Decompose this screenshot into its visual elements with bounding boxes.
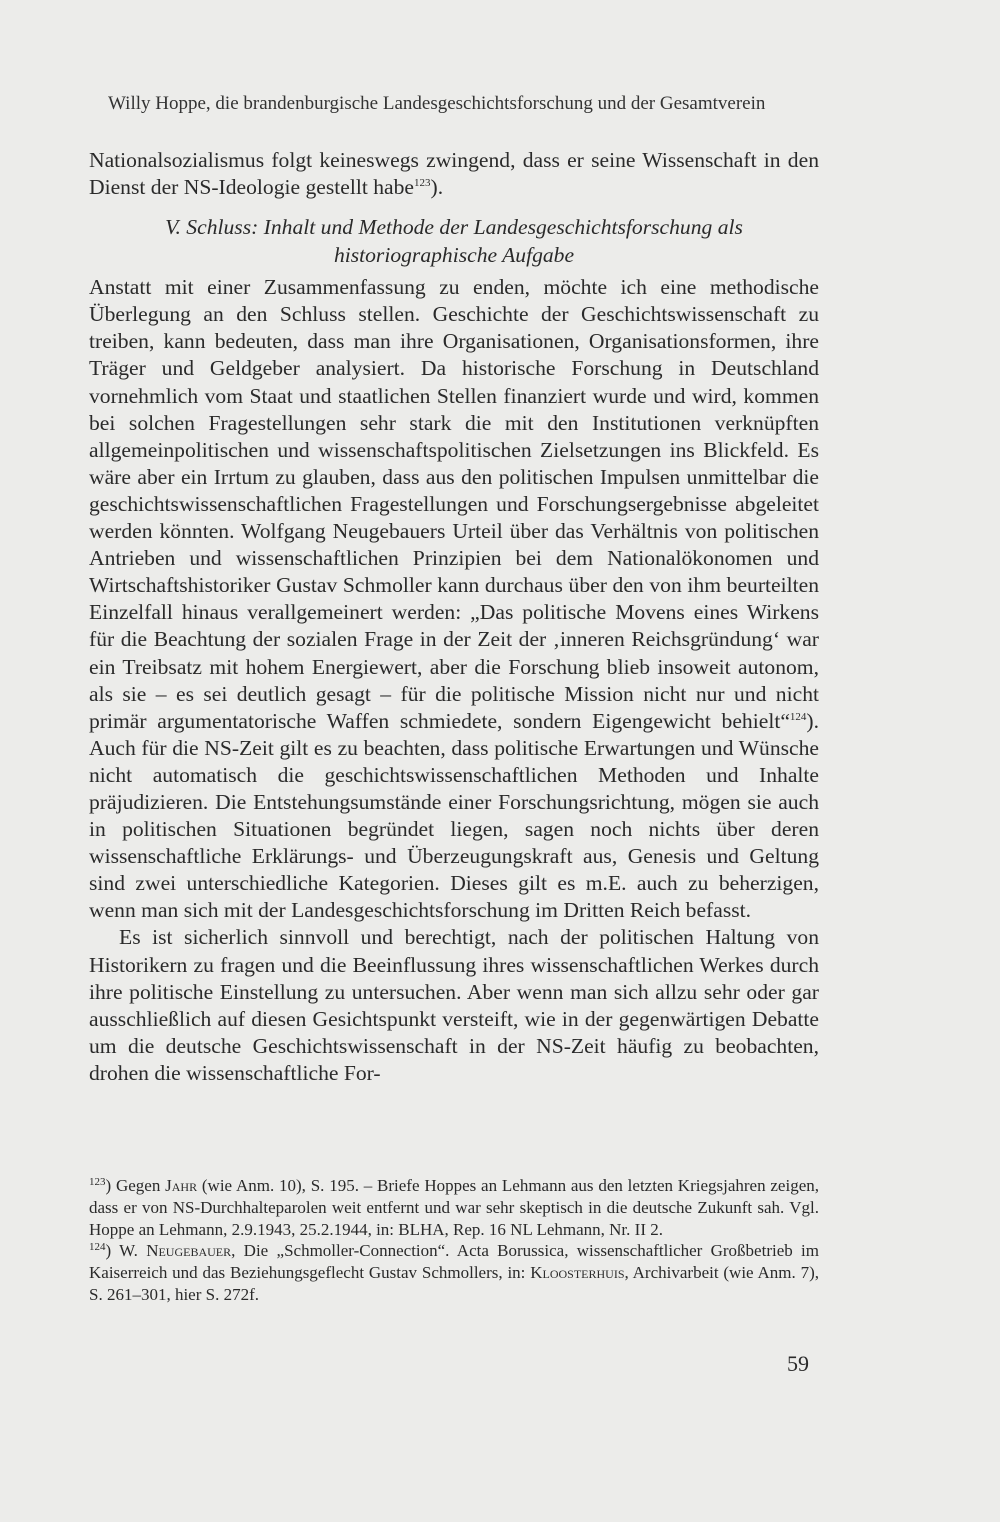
- footnote-text: , Die „Schmoller-Connection“. Acta Borussica, wissenschaftlicher Großbetrieb im Kaiserreich und das Beziehungsgeflecht Gustav Schmollers, in:: [89, 1241, 820, 1283]
- paragraph-1-text: Nationalsozialismus folgt keineswegs zwingend, dass er seine Wissenschaft in den Dienst der NS-Ideologie gestellt habe: [89, 148, 819, 200]
- footnote-123: [89, 1175, 819, 1240]
- page-number: 59: [787, 1351, 809, 1376]
- footnote-text: ) Gegen: [105, 1176, 166, 1195]
- footnote-text: ) W.: [105, 1241, 147, 1261]
- footnote-124: [89, 1240, 819, 1305]
- section-heading-line-2: historiographische Aufgabe: [333, 243, 575, 268]
- paragraph-2: [89, 274, 819, 924]
- paragraph-2-tail: ). Auch für die NS-Zeit gilt es zu beachten, dass politische Erwartungen und Wünsche nicht automatisch die geschichtswissenschaftlichen Methoden und Inhalte präjudizieren. Die Entstehungsumstände einer Forschungsrichtung, mögen sie auch in politischen Situationen begründet liegen, sagen noch nichts über deren wissenschaftliche Erklärungs- und Überzeugungskraft aus, Genesis und Geltung sind zwei unterschiedliche Kategorien. Dieses gilt es m.E. auch zu beherzigen, wenn man sich mit der Landesgeschichtsforschung im Dritten Reich befasst.: [89, 708, 819, 923]
- footnote-number: 123: [89, 1176, 106, 1188]
- paragraph-2-text: Anstatt mit einer Zusammenfassung zu enden, möchte ich eine methodische Überlegung an den Schluss stellen. Geschichte der Geschichtswissenschaft zu treiben, kann bedeuten, dass man ihre Organisationen, Organisationsformen, ihre Träger und Geldgeber analysiert. Da historische Forschung in Deutschland vornehmlich vom Staat und staatlichen Stellen finanziert wurde und wird, kommen bei solchen Fragestellungen sehr stark die mit den Institutionen verknüpften allgemeinpolitischen und wissenschaftspolitischen Zielsetzungen ins Blickfeld. Es wäre aber ein Irrtum zu glauben, dass aus den politischen Impulsen unmittelbar die geschichtswissenschaftlichen Fragestellungen und Forschungsergebnisse abgeleitet werden könnten. Wolfgang Neugebauers Urteil über das Verhältnis von politischen Antrieben und wissenschaftlichen Prinzipien bei dem Nationalökonomen und Wirtschaftshistoriker Gustav Schmoller kann durchaus über den von ihm beurteilten Einzelfall hinaus verallgemeinert werden: „Das politische Movens eines Wirkens für die Beachtung der sozialen Frage in der Zeit der ‚inneren Reichsgründung‘ war ein Treibsatz mit hohem Energiewert, aber die Forschung blieb insoweit autonom, als sie – es sei deutlich gesagt – für die politische Mission nicht nur und nicht primär argumentatorische Waffen schmiedete, sondern Eigengewicht behielt“: [89, 275, 819, 733]
- main-text: [89, 147, 819, 1087]
- footnote-text: , Archivarbeit (wie Anm. 7), S. 261–301, hier S. 272f.: [89, 1263, 819, 1304]
- section-heading-line-1: V. Schluss: Inhalt und Methode der Landesgeschichtsforschung als: [165, 215, 743, 240]
- footnote-ref-123[interactable]: 123: [414, 177, 431, 190]
- author-name: Kloosterhuis: [530, 1263, 625, 1283]
- footnotes: [89, 1175, 819, 1306]
- paragraph-1-tail: ).: [430, 175, 444, 200]
- footnote-number: 124: [89, 1241, 106, 1254]
- paragraph-1: [89, 147, 819, 201]
- footnote-text: (wie Anm. 10), S. 195. – Briefe Hoppes an Lehmann aus den letzten Kriegsjahren zeigen, dass er von NS-Durchhalteparolen weit entfernt und war sehr skeptisch in die deutsche Zukunft sah. Vgl. Hoppe an Lehmann, 2.9.1943, 25.2.1944, in: BLHA, Rep. 16 NL Lehmann, Nr. II 2.: [89, 1176, 819, 1239]
- author-name: Jahr: [165, 1176, 198, 1195]
- author-name: Neugebauer: [146, 1241, 232, 1261]
- running-head: Willy Hoppe, die brandenburgische Landesgeschichtsforschung und der Gesamtverein: [108, 93, 766, 114]
- paragraph-3: Es ist sicherlich sinnvoll und berechtigt, nach der politischen Haltung von Historikern zu fragen und die Beeinflussung ihres wissenschaftlichen Werkes durch ihre politische Einstellung zu untersuchen. Aber wenn man sich allzu sehr oder gar ausschließlich auf diesen Gesichtspunkt versteift, wie in der gegenwärtigen Debatte um die deutsche Geschichtswissenschaft in der NS-Zeit häufig zu beobachten, drohen die wissenschaftliche For-: [89, 925, 819, 1085]
- section-heading: [89, 213, 819, 269]
- footnote-ref-124[interactable]: 124: [789, 710, 807, 723]
